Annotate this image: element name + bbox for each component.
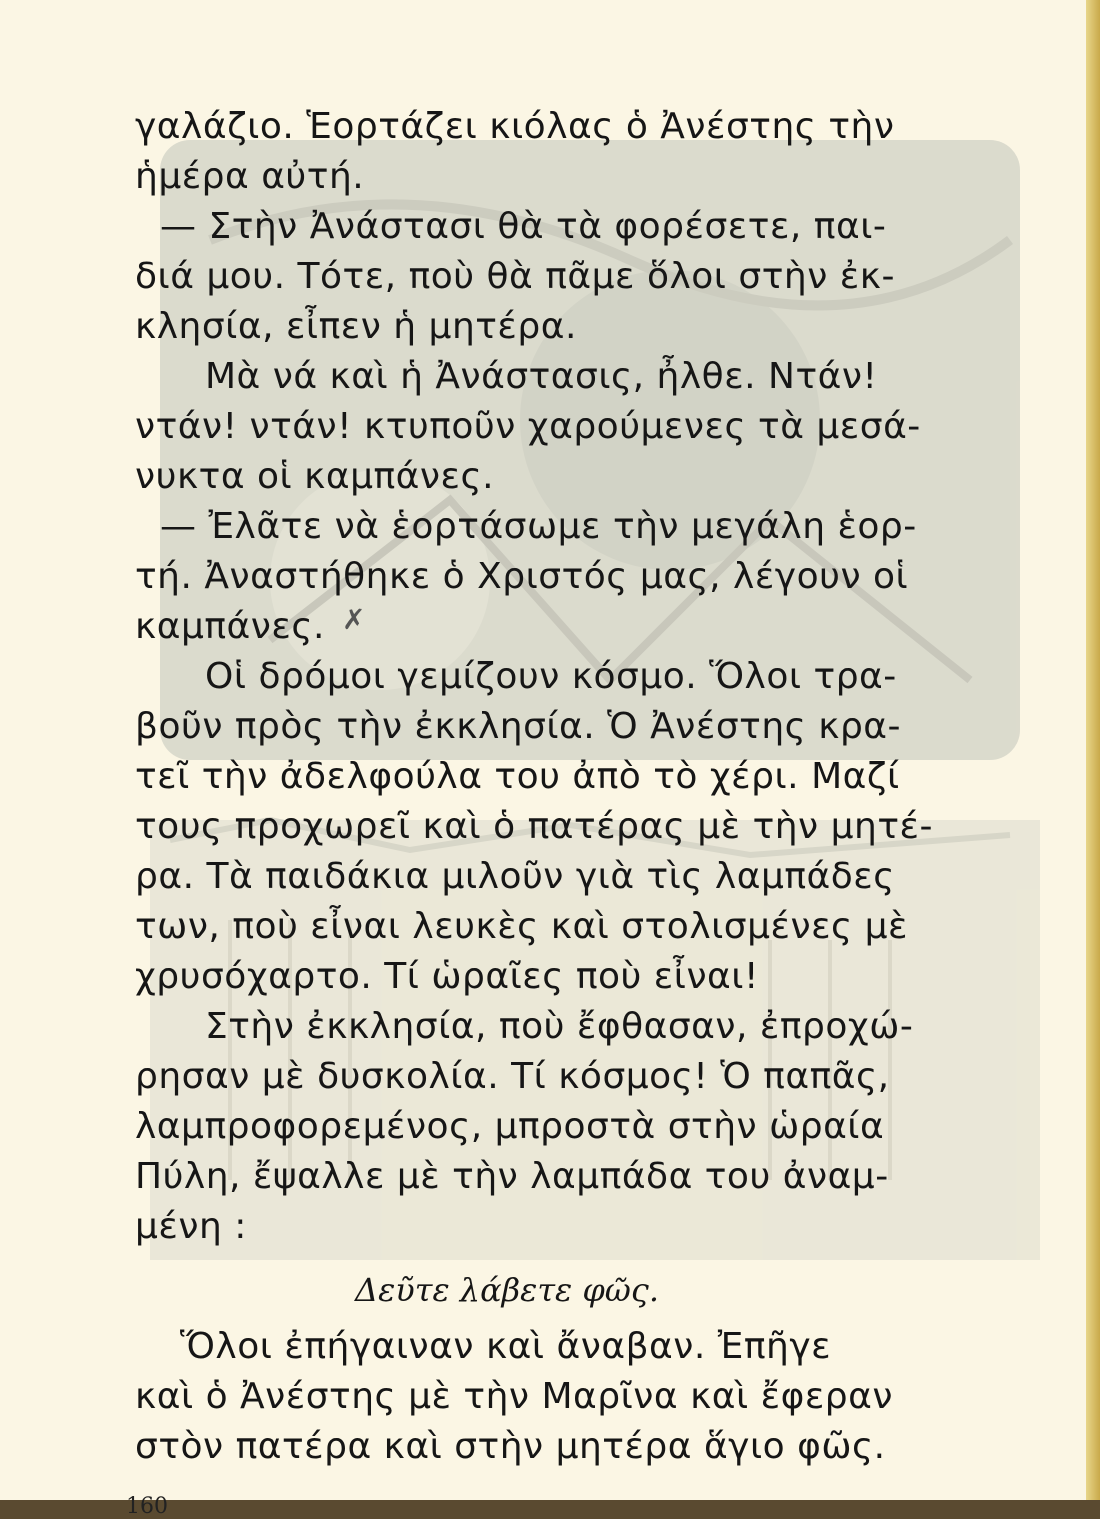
- text-line: Πύλη, ἔψαλλε μὲ τὴν λαμπάδα του ἀναμ-: [135, 1156, 889, 1197]
- pencil-mark: ✗: [342, 603, 366, 636]
- text-line: Ὅλοι ἐπήγαιναν καὶ ἄναβαν. Ἐπῆγε: [180, 1326, 832, 1367]
- text-line: στὸν πατέρα καὶ στὴν μητέρα ἅγιο φῶς.: [135, 1426, 886, 1467]
- text-line: Στὴν ἐκκλησία, ποὺ ἔφθασαν, ἐπροχώ-: [205, 1006, 914, 1047]
- page-edge: [1086, 0, 1100, 1500]
- text-line: τεῖ τὴν ἀδελφούλα του ἀπὸ τὸ χέρι. Μαζί: [135, 756, 900, 797]
- page-number: 160: [126, 1494, 168, 1519]
- text-line: ρα. Τὰ παιδάκια μιλοῦν γιὰ τὶς λαμπάδες: [135, 856, 895, 897]
- text-line: των, ποὺ εἶναι λευκὲς καὶ στολισμένες μὲ: [135, 906, 908, 947]
- text-line: βοῦν πρὸς τὴν ἐκκλησία. Ὁ Ἀνέστης κρα-: [135, 706, 902, 747]
- text-line: ρησαν μὲ δυσκολία. Τί κόσμος! Ὁ παπᾶς,: [135, 1056, 890, 1097]
- text-line: τή. Ἀναστήθηκε ὁ Χριστός μας, λέγουν οἱ: [135, 556, 909, 597]
- text-line: διά μου. Τότε, ποὺ θὰ πᾶμε ὅλοι στὴν ἐκ-: [135, 256, 895, 297]
- text-line: Οἱ δρόμοι γεμίζουν κόσμο. Ὅλοι τρα-: [205, 656, 897, 697]
- text-line: — Στὴν Ἀνάστασι θὰ τὰ φορέσετε, παι-: [160, 206, 887, 247]
- text-line: λαμπροφορεμένος, μπροστὰ στὴν ὡραία: [135, 1106, 885, 1147]
- text-line: χρυσόχαρτο. Τί ὡραῖες ποὺ εἶναι!: [135, 956, 759, 997]
- text-line: μένη :: [135, 1206, 247, 1247]
- text-line: τους προχωρεῖ καὶ ὁ πατέρας μὲ τὴν μητέ-: [135, 806, 933, 847]
- text-line: γαλάζιο. Ἑορτάζει κιόλας ὁ Ἀνέστης τὴν: [135, 106, 895, 147]
- text-line: — Ἐλᾶτε νὰ ἑορτάσωμε τὴν μεγάλη ἑορ-: [160, 506, 917, 547]
- text-line: νυκτα οἱ καμπάνες.: [135, 456, 495, 497]
- verse-line: Δεῦτε λάβετε φῶς.: [355, 1271, 659, 1309]
- text-line: ντάν! ντάν! κτυποῦν χαρούμενες τὰ μεσά-: [135, 406, 921, 447]
- text-line: Μὰ νά καὶ ἡ Ἀνάστασις, ἦλθε. Ντάν!: [205, 356, 878, 397]
- text-line: κλησία, εἶπεν ἡ μητέρα.: [135, 306, 577, 347]
- text-line: καμπάνες.: [135, 606, 325, 647]
- text-line: καὶ ὁ Ἀνέστης μὲ τὴν Μαρῖνα καὶ ἔφεραν: [135, 1376, 894, 1417]
- text-line: ἡμέρα αὐτή.: [135, 156, 365, 197]
